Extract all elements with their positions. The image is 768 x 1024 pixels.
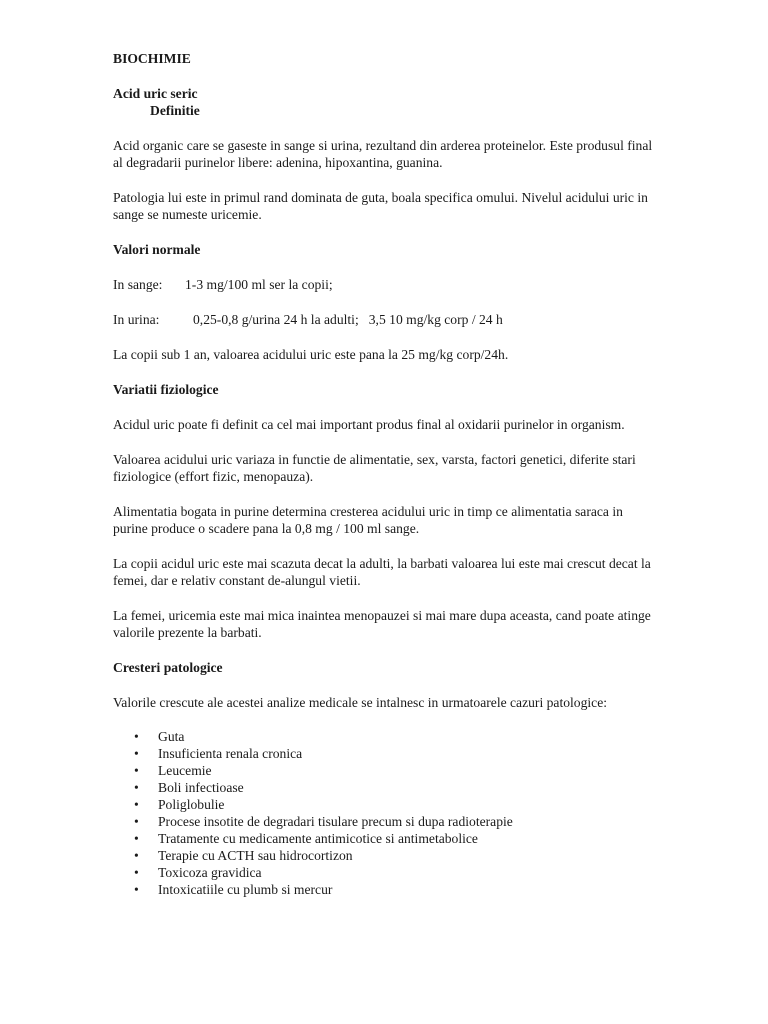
subheading-definitie: Definitie xyxy=(150,103,200,118)
variatii-paragraph-5: La femei, uricemia este mai mica inaintea menopauzei si mai mare dupa aceasta, cand poate atinge valorile prezente la barbati. xyxy=(113,608,651,640)
list-item: • Procese insotite de degradari tisulare precum si dupa radioterapie xyxy=(113,813,656,830)
section-heading-cresteri: Cresteri patologice xyxy=(113,660,223,675)
doc-title: BIOCHIMIE xyxy=(113,51,191,66)
urina-label: In urina: xyxy=(113,312,160,327)
list-item: • Insuficienta renala cronica xyxy=(113,745,656,762)
cresteri-intro: Valorile crescute ale acestei analize medicale se intalnesc in urmatoarele cazuri patologice: xyxy=(113,695,608,710)
variatii-paragraph-2: Valoarea acidului uric variaza in functie de alimentatie, sex, varsta, factori genetici, diferite stari fiziologice (effort fizic, menopauza). xyxy=(113,452,636,484)
list-item: • Guta xyxy=(113,728,656,745)
section-heading-variatii: Variatii fiziologice xyxy=(113,382,219,397)
variatii-paragraph-1: Acidul uric poate fi definit ca cel mai important produs final al oxidarii purinelor in organism. xyxy=(113,417,625,432)
definition-paragraph-1: Acid organic care se gaseste in sange si urina, rezultand din arderea proteinelor. Este produsul final al degradarii purinelor libere: adenina, hipoxantina, guanina. xyxy=(113,138,653,170)
definition-paragraph-2: Patologia lui este in primul rand dominata de guta, boala specifica omului. Nivelul acidului uric in sange se numeste uricemie. xyxy=(113,190,648,222)
list-item: • Poliglobulie xyxy=(113,796,656,813)
cresteri-list xyxy=(113,728,656,898)
section-heading-acid-uric: Acid uric seric xyxy=(113,86,198,101)
copii-paragraph: La copii sub 1 an, valoarea acidului uric este pana la 25 mg/kg corp/24h. xyxy=(113,347,509,362)
sange-value: 1-3 mg/100 ml ser la copii; xyxy=(185,277,333,292)
variatii-paragraph-3: Alimentatia bogata in purine determina cresterea acidului uric in timp ce alimentatia saraca in purine produce o scadere pana la 0,8 mg / 100 ml sange. xyxy=(113,504,623,536)
sange-label: In sange: xyxy=(113,277,163,292)
section-heading-valori-normale: Valori normale xyxy=(113,242,201,257)
variatii-paragraph-4: La copii acidul uric este mai scazuta decat la adulti, la barbati valoarea lui este mai crescut decat la femei, dar e relativ constant de-alungul vietii. xyxy=(113,556,651,588)
list-item: • Intoxicatiile cu plumb si mercur xyxy=(113,881,656,898)
list-item: • Boli infectioase xyxy=(113,779,656,796)
list-item: • Terapie cu ACTH sau hidrocortizon xyxy=(113,847,656,864)
urina-value-kg: 3,5 10 mg/kg corp / 24 h xyxy=(368,312,503,327)
sange-row xyxy=(113,276,656,293)
list-item: • Leucemie xyxy=(113,762,656,779)
list-item: • Tratamente cu medicamente antimicotice si antimetabolice xyxy=(113,830,656,847)
list-item: • Toxicoza gravidica xyxy=(113,864,656,881)
urina-value-adults: 0,25-0,8 g/urina 24 h la adulti; xyxy=(193,312,359,327)
urina-row xyxy=(113,311,656,328)
